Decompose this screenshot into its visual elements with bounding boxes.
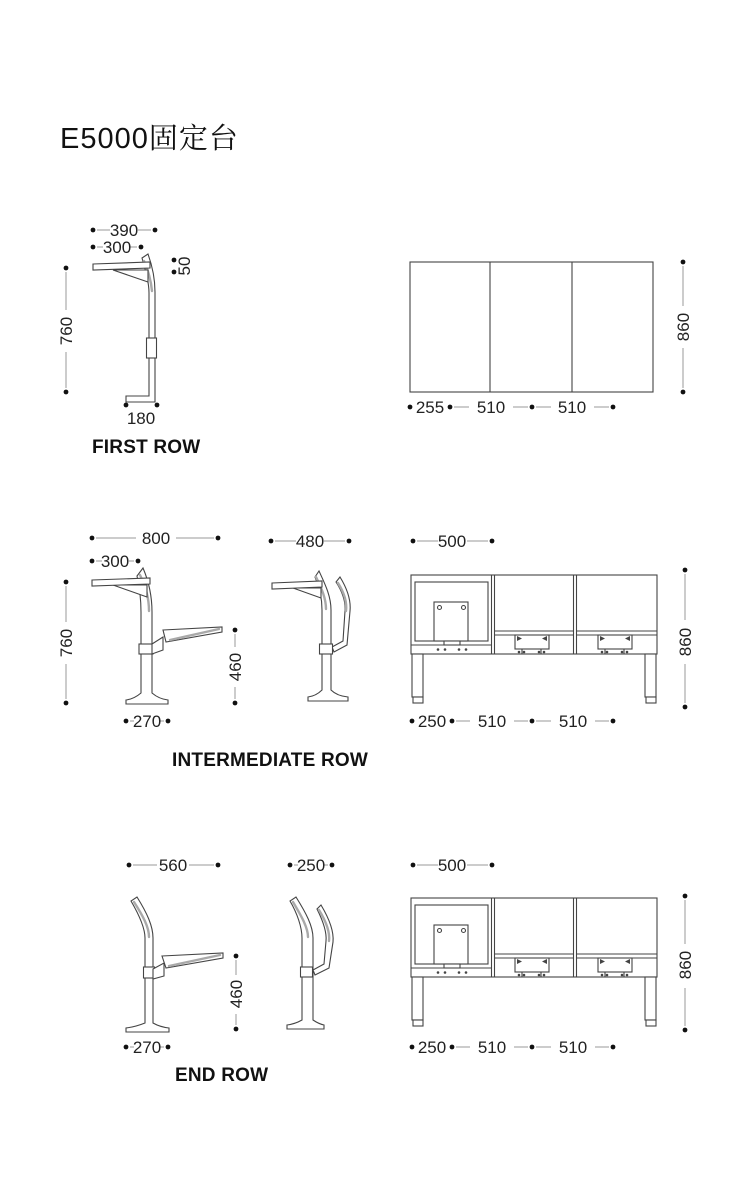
dim-label: 300 (100, 552, 130, 571)
dim-label: 510 (558, 1038, 588, 1057)
dim-label: 510 (476, 398, 506, 417)
end-side-open-drawing (126, 897, 223, 1032)
dim-int-front-height (676, 568, 695, 710)
dim-label: 500 (437, 856, 467, 875)
intermediate-row-diagrams (40, 528, 710, 733)
dim-label: 860 (676, 627, 695, 657)
dim-first-height (57, 266, 76, 395)
dim-int-seat-height (226, 628, 245, 706)
dim-label: 270 (132, 712, 162, 731)
dim-label: 860 (674, 312, 693, 342)
dim-int-seat-width (411, 532, 495, 551)
section-label-first-row: FIRST ROW (92, 437, 201, 458)
dim-label: 390 (109, 221, 139, 240)
legs (412, 654, 656, 703)
dim-label: 500 (437, 532, 467, 551)
dim-end-folded-depth (288, 856, 335, 875)
dim-first-desk-drop (172, 257, 194, 276)
dim-end-front-height (676, 894, 695, 1033)
dim-label: 270 (132, 1038, 162, 1057)
first-row-side-view-drawing (93, 254, 157, 402)
first-row-diagrams (40, 212, 710, 432)
dim-label: 50 (175, 256, 194, 276)
section-label-intermediate-row: INTERMEDIATE ROW (172, 750, 369, 771)
dim-int-height (57, 580, 76, 706)
column-joint (301, 967, 313, 977)
dim-label: 800 (141, 529, 171, 548)
dim-end-seat-width (411, 856, 495, 875)
dim-label: 250 (417, 712, 447, 731)
column-joint (320, 644, 333, 654)
dim-label: 250 (296, 856, 326, 875)
front-view-drawing (411, 898, 657, 1026)
dim-label: 760 (57, 628, 76, 658)
desk-bracket (293, 588, 321, 598)
dim-first-front-height (674, 260, 693, 395)
page-title: E5000固定台 (60, 123, 239, 155)
desk-top (93, 262, 150, 270)
dim-label: 460 (226, 652, 245, 682)
desk-bracket (113, 270, 148, 282)
desk-top (92, 578, 150, 586)
dim-end-seat-height (227, 954, 246, 1032)
dim-end-depth-total (127, 856, 221, 875)
dim-label: 510 (477, 712, 507, 731)
dim-label: 510 (558, 712, 588, 731)
dim-label: 860 (676, 950, 695, 980)
dim-label: 760 (57, 316, 76, 346)
dim-label: 180 (126, 409, 156, 428)
dim-label: 560 (158, 856, 188, 875)
end-side-folded-drawing (287, 897, 333, 1029)
dim-label: 510 (557, 398, 587, 417)
column-joint (147, 338, 157, 358)
hinge (444, 641, 460, 645)
end-row-diagrams (40, 852, 710, 1057)
dim-int-folded-depth (269, 532, 352, 551)
dim-first-front-bottom (408, 398, 616, 417)
dim-end-foot (124, 1038, 171, 1057)
dim-label: 255 (415, 398, 445, 417)
seat-bracket (152, 637, 163, 654)
first-row-front-view-drawing (410, 262, 653, 392)
dim-label: 300 (102, 238, 132, 257)
dim-end-front-bottom (410, 1038, 616, 1057)
front-view-drawing (411, 575, 657, 703)
column-joint (139, 644, 153, 654)
dim-label: 480 (295, 532, 325, 551)
dim-int-width-desk (90, 552, 141, 571)
intermediate-side-open-drawing (92, 568, 222, 704)
dim-int-front-bottom (410, 712, 616, 731)
dim-label: 460 (227, 979, 246, 1009)
dim-label: 510 (477, 1038, 507, 1057)
dim-int-depth-total (90, 529, 221, 548)
desk-top (272, 581, 322, 589)
section-label-end-row: END ROW (175, 1065, 269, 1086)
dim-int-foot (124, 712, 171, 731)
dim-first-width-desk (91, 238, 144, 257)
dim-first-foot (124, 403, 160, 428)
dim-label: 250 (417, 1038, 447, 1057)
seat-pan-front (434, 602, 468, 641)
desk-bracket (113, 585, 147, 597)
seat-bracket (153, 963, 164, 979)
intermediate-side-folded-drawing (272, 571, 350, 701)
